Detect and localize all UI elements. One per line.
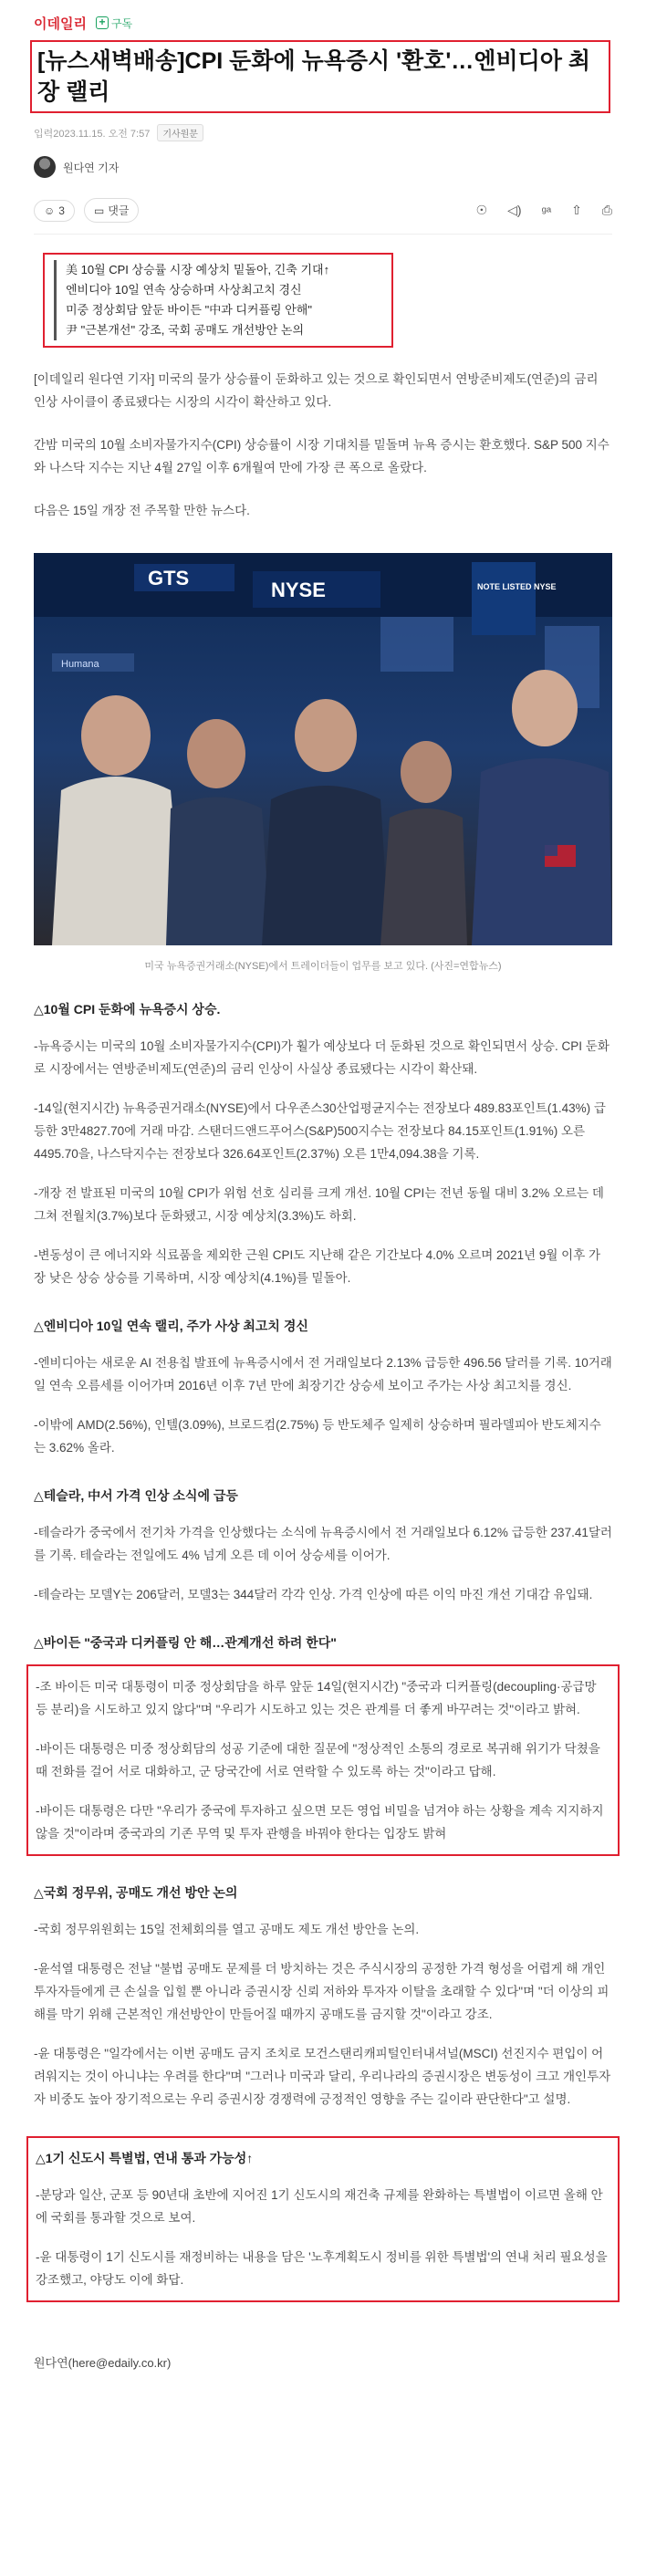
summary-line: 美 10월 CPI 상승률 시장 예상치 밑돌아, 긴축 기대↑ [66,263,330,276]
summary-line: 엔비디아 10일 연속 상승하며 사상최고치 경신 [66,283,302,297]
article-toolbar [34,198,612,235]
photo-sign-nyse: NYSE [271,579,326,601]
photo-caption: 미국 뉴욕증권거래소(NYSE)에서 트레이더들이 업무를 보고 있다. (사진=연합뉴스) [144,961,502,972]
section-paragraph: -엔비디아는 새로운 AI 전용칩 발표에 뉴욕증시에서 전 거래일보다 2.13% 급등한 496.56 달러를 기록. 10거래일 연속 오름세를 이어가며 2016년 이후 7년 만에 최장기간 상승세 보이고 주가는 사상 최고치를 경신. [34,1356,612,1392]
article-photo[interactable] [34,553,612,945]
comment-icon: ▭ [93,203,105,217]
section-paragraph: -테슬라는 모델Y는 206달러, 모델3는 344달러 각각 인상. 가격 인상에 따른 이익 마진 개선 기대감 유입돼. [34,1588,593,1601]
section-title: △테슬라, 中서 가격 인상 소식에 급등 [34,1488,238,1503]
biden-section-highlight [26,1664,620,1856]
headline-highlight [30,40,610,113]
comment-label: 댓글 [108,204,130,217]
comment-button[interactable] [84,198,140,223]
press-logo[interactable]: 이데일리 [34,16,87,32]
intro-paragraph: 다음은 15일 개장 전 주목할 만한 뉴스다. [34,504,250,517]
section-paragraph: -이밖에 AMD(2.56%), 인텔(3.09%), 브로드컴(2.75%) 등 반도체주 일제히 상승하며 필라델피아 반도체지수는 3.62% 올라. [34,1418,601,1455]
photo-sign-humana: Humana [61,659,99,670]
subscribe-button[interactable] [96,16,132,31]
section-paragraph: -테슬라가 중국에서 전기차 가격을 인상했다는 소식에 뉴욕증시에서 전 거래일보다 6.12% 급등한 237.41달러를 기록. 테슬라는 전일에도 4% 넘게 오른 데 이어 상승세를 이어가. [34,1526,612,1562]
reporter-email[interactable]: 원다연(here@edaily.co.kr) [34,2356,172,2370]
section-paragraph: -조 바이든 미국 대통령이 미중 정상회담을 하루 앞둔 14일(현지시간) "중국과 디커플링(decoupling·공급망 등 분리)을 시도하고 있지 않다"며 "우리가 시도하고 있는 것은 관계를 더 좋게 바꾸려는 것"이라고 밝혀. [36,1680,597,1716]
section-title: △바이든 "중국과 디커플링 안 해…관계개선 하려 한다" [34,1635,337,1650]
intro-paragraph: [이데일리 원다연 기자] 미국의 물가 상승률이 둔화하고 있는 것으로 확인되면서 연방준비제도(연준)의 금리 인상 사이클이 종료됐다는 시장의 시각이 확산하고 있다. [34,372,599,409]
summary-line: 미중 정상회담 앞둔 바이든 "中과 디커플링 안해" [66,303,312,317]
article-headline: [뉴스새벽배송]CPI 둔화에 뉴욕증시 '환호'…엔비디아 최장 랠리 [37,48,590,105]
summary-bot-icon[interactable]: ☉ [475,203,488,217]
reporter-info[interactable] [34,156,612,178]
article-meta [34,124,612,141]
thumb-icon: ☺ [44,203,56,217]
section-paragraph: -개장 전 발표된 미국의 10월 CPI가 위험 선호 심리를 크게 개선. 10월 CPI는 전년 동월 대비 3.2% 오르는 데 그쳐 전월치(3.7%)보다 둔화됐고, 시장 예상치(3.3%)도 하회. [34,1186,604,1223]
section-paragraph: -윤석열 대통령은 전날 "불법 공매도 문제를 더 방치하는 것은 주식시장의 공정한 가격 형성을 어렵게 해 개인투자자들에게 큰 손실을 입힐 뿐 아니라 증권시장 신뢰 저하와 투자자 이탈을 초래할 수 있다"며 "더 이상의 피해를 막기 위해 근본적인 개선방안이 만들어질 때까지 공매도를 금지할 것"이라고 강조. [34,1962,610,2021]
intro-paragraph: 간밤 미국의 10월 소비자물가지수(CPI) 상승률이 시장 기대치를 밑돌며 뉴욕 증시는 환호했다. S&P 500 지수와 나스닥 지수는 지난 4월 27일 이후 6개월여 만에 가장 큰 폭으로 올랐다. [34,438,610,475]
section-paragraph: -윤 대통령은 "일각에서는 이번 공매도 금지 조치로 모건스탠리캐피털인터내셔널(MSCI) 선진지수 편입이 어려워지는 것이 아니냐는 우려를 한다"며 "그러나 미국과 달리, 우리나라의 증권시장은 변동성이 크고 개인투자자 비중도 높아 장기적으로는 우리 증권시장 경쟁력에 긍정적인 영향을 주는 길이라 판단한다"고 설명. [34,2047,611,2106]
summary-line: 尹 "근본개선" 강조, 국회 공매도 개선방안 논의 [66,323,304,337]
subscribe-label: 구독 [110,16,133,30]
article-summary [54,260,382,340]
summary-highlight [43,253,393,348]
reporter-avatar [34,156,56,178]
section-paragraph: -윤 대통령이 1기 신도시를 재정비하는 내용을 담은 '노후계획도시 정비를 위한 특별법'의 연내 처리 필요성을 강조했고, 야당도 이에 화답. [36,2250,608,2287]
section-title: △10월 CPI 둔화에 뉴욕증시 상승. [34,1002,221,1017]
plus-icon: + [96,16,109,29]
section-paragraph: -뉴욕증시는 미국의 10월 소비자물가지수(CPI)가 훨가 예상보다 더 둔화된 것으로 확인되면서 상승. CPI 둔화로 시장에서는 연방준비제도(연준)의 금리 인상이 사실상 종료됐다는 시각이 확산돼. [34,1039,610,1076]
new-town-section-highlight [26,2136,620,2302]
font-size-icon[interactable]: ᵍᵃ [541,203,552,218]
brand-bar [34,0,612,40]
section-paragraph: -바이든 대통령은 미중 정상회담의 성공 기준에 대한 질문에 "정상적인 소통의 경로로 복귀해 위기가 닥쳤을 때 전화를 걸어 서로 대화하고, 군 당국간에 서로 연락할 수 있도록 하는 것"이라고 답해. [36,1742,600,1778]
reporter-name: 원다연 기자 [63,161,120,174]
print-icon[interactable]: ⎙ [601,203,612,217]
photo-sign-note: NOTE LISTED NYSE [477,582,557,591]
section-title: △국회 정무위, 공매도 개선 방안 논의 [34,1885,238,1900]
section-title: △1기 신도시 특별법, 연내 통과 가능성↑ [36,2151,254,2165]
section-title: △엔비디아 10일 연속 랠리, 주가 사상 최고치 경신 [34,1319,308,1333]
listen-icon[interactable]: ◁) [507,203,522,217]
share-icon[interactable]: ⇧ [571,203,582,217]
section-paragraph: -국회 정무위원회는 15일 전체회의를 열고 공매도 제도 개선 방안을 논의. [34,1923,420,1936]
like-button[interactable] [34,200,75,222]
publish-date: 입력2023.11.15. 오전 7:57 [34,128,151,140]
section-paragraph: -변동성이 큰 에너지와 식료품을 제외한 근원 CPI도 지난해 같은 기간보다 4.0% 오르며 2021년 9월 이후 가장 낮은 상승 상승를 기록하며, 시장 예상치(4.1%)를 밑돌아. [34,1248,601,1285]
section-paragraph: -바이든 대통령은 다만 "우리가 중국에 투자하고 싶으면 모든 영업 비밀을 넘겨야 하는 상황을 계속 지지하지 않을 것"이라며 중국과의 기존 무역 및 투자 관행을 바꿔야 한다는 입장도 밝혀 [36,1804,604,1841]
original-article-link[interactable]: 기사원문 [157,124,203,141]
like-count: 3 [58,203,65,217]
section-paragraph: -14일(현지시간) 뉴욕증권거래소(NYSE)에서 다우존스30산업평균지수는 전장보다 489.83포인트(1.43%) 급등한 3만4827.70에 거래 마감. 스탠더드앤드푸어스(S&P)500지수는 전장보다 84.15포인트(1.91%) 오른 4495.70을, 나스닥지수는 전장보다 326.64포인트(2.37%) 오른 1만4,094.38을 기록. [34,1101,606,1161]
traders-photo-illustration [34,553,612,945]
section-paragraph: -분당과 일산, 군포 등 90년대 초반에 지어진 1기 신도시의 재건축 규제를 완화하는 특별법이 이르면 올해 안에 국회를 통과할 것으로 보여. [36,2188,603,2225]
photo-sign-gts: GTS [148,567,190,589]
